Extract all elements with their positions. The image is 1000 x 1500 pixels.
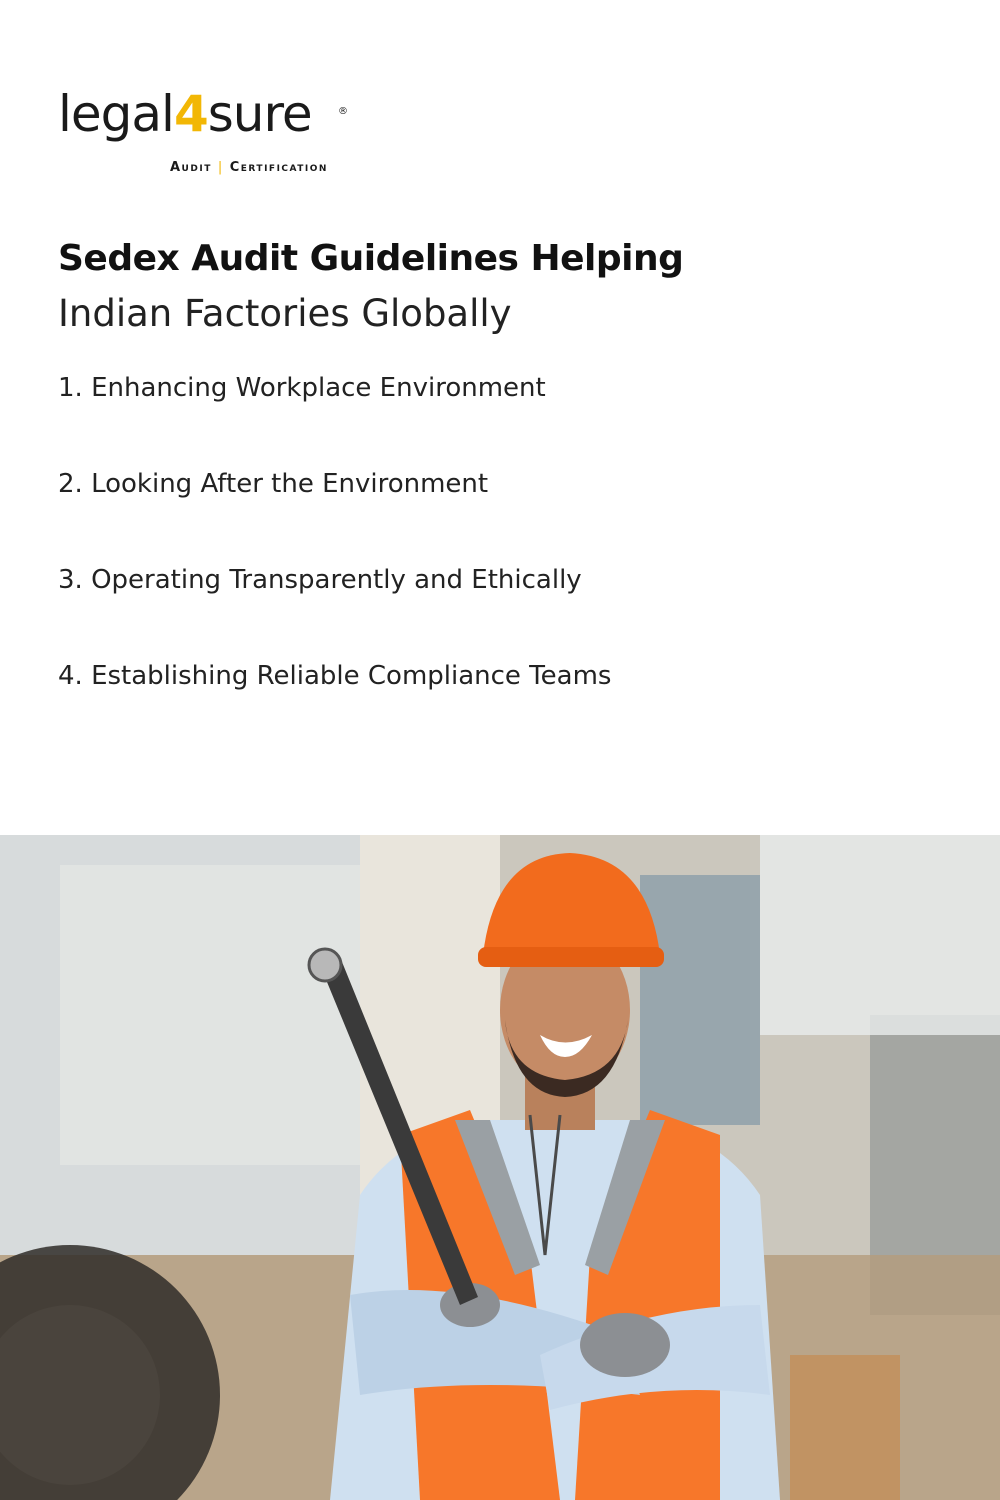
list-item: 4. Establishing Reliable Compliance Teams [58,661,612,691]
list-item: 1. Enhancing Workplace Environment [58,373,546,403]
list-item: 3. Operating Transparently and Ethically [58,565,582,595]
list-item: 2. Looking After the Environment [58,469,489,499]
page-subtitle: Indian Factories Globally [58,292,512,335]
guideline-list [58,370,611,754]
brand-logo [58,84,358,179]
page-title: Sedex Audit Guidelines Helping [58,238,684,279]
registered-mark: ® [338,106,348,117]
worker-illustration [0,835,1000,1500]
factory-worker-photo [0,835,1000,1500]
logo-wordmark: legal4sure [58,85,312,143]
logo-tagline: Audit | Certification [170,160,328,175]
